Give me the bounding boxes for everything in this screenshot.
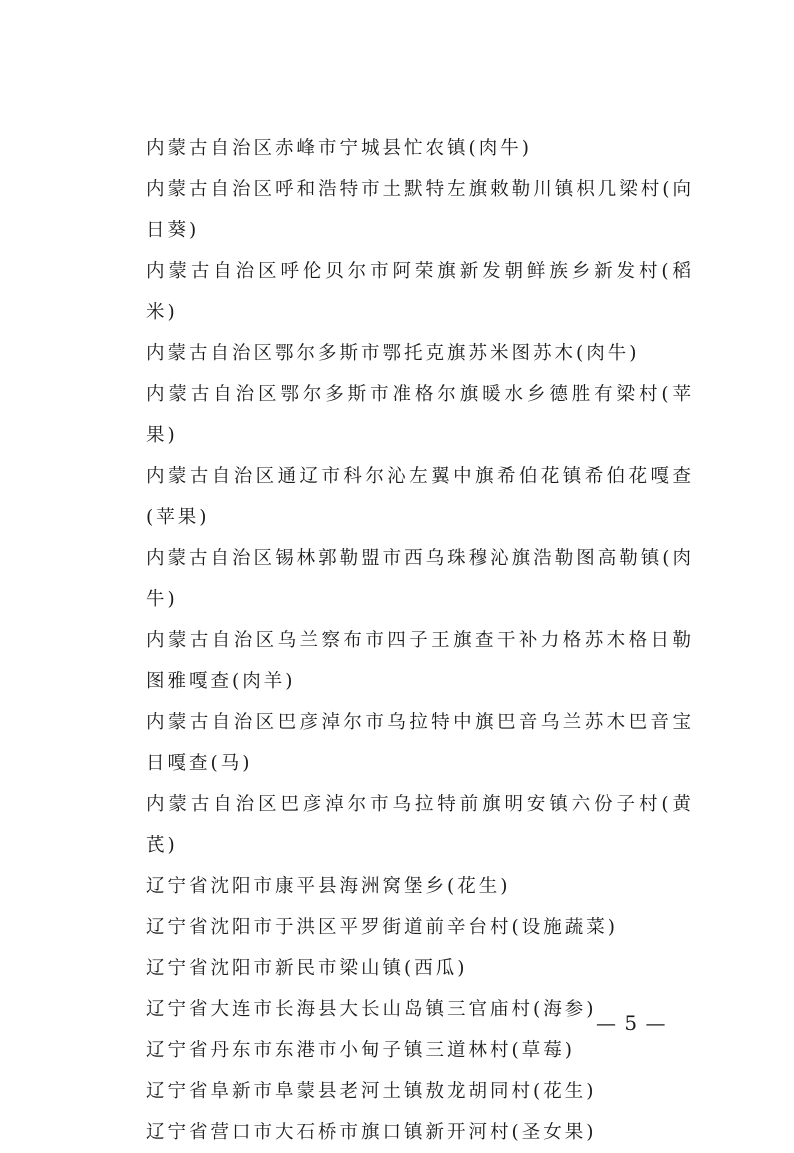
list-item: 辽宁省营口市大石桥市旗口镇新开河村(圣女果) (146, 1122, 597, 1143)
list-item: 辽宁省阜新市阜蒙县老河土镇敖龙胡同村(花生) (146, 1081, 597, 1102)
list-item: 内蒙古自治区通辽市科尔沁左翼中旗希伯花镇希伯花嘎查(苹果) (146, 466, 694, 528)
list-item: 辽宁省沈阳市于洪区平罗街道前辛台村(设施蔬菜) (146, 917, 618, 938)
list-item: 内蒙古自治区巴彦淖尔市乌拉特前旗明安镇六份子村(黄芪) (146, 794, 694, 856)
list-item: 内蒙古自治区呼和浩特市土默特左旗敕勒川镇枳几梁村(向日葵) (146, 179, 694, 241)
list-item: 辽宁省沈阳市康平县海洲窝堡乡(花生) (146, 876, 511, 897)
list-item: 内蒙古自治区巴彦淖尔市乌拉特中旗巴音乌兰苏木巴音宝日嘎查(马) (146, 712, 694, 774)
list-item: 辽宁省沈阳市新民市梁山镇(西瓜) (146, 958, 468, 979)
list-item: 内蒙古自治区赤峰市宁城县忙农镇(肉牛) (146, 138, 532, 159)
list-item: 内蒙古自治区呼伦贝尔市阿荣旗新发朝鲜族乡新发村(稻米) (146, 261, 694, 323)
list-item: 内蒙古自治区锡林郭勒盟市西乌珠穆沁旗浩勒图高勒镇(肉牛) (146, 548, 694, 610)
page-number: — 5 — (596, 1011, 667, 1035)
list-item: 内蒙古自治区鄂尔多斯市准格尔旗暖水乡德胜有梁村(苹果) (146, 384, 694, 446)
list-item: 内蒙古自治区鄂尔多斯市鄂托克旗苏米图苏木(肉牛) (146, 343, 640, 364)
location-list (146, 128, 694, 1153)
list-item: 辽宁省大连市长海县大长山岛镇三官庙村(海参) (146, 999, 597, 1020)
list-item: 内蒙古自治区乌兰察布市四子王旗查干补力格苏木格日勒图雅嘎查(肉羊) (146, 630, 694, 692)
list-item: 辽宁省丹东市东港市小甸子镇三道林村(草莓) (146, 1040, 575, 1061)
